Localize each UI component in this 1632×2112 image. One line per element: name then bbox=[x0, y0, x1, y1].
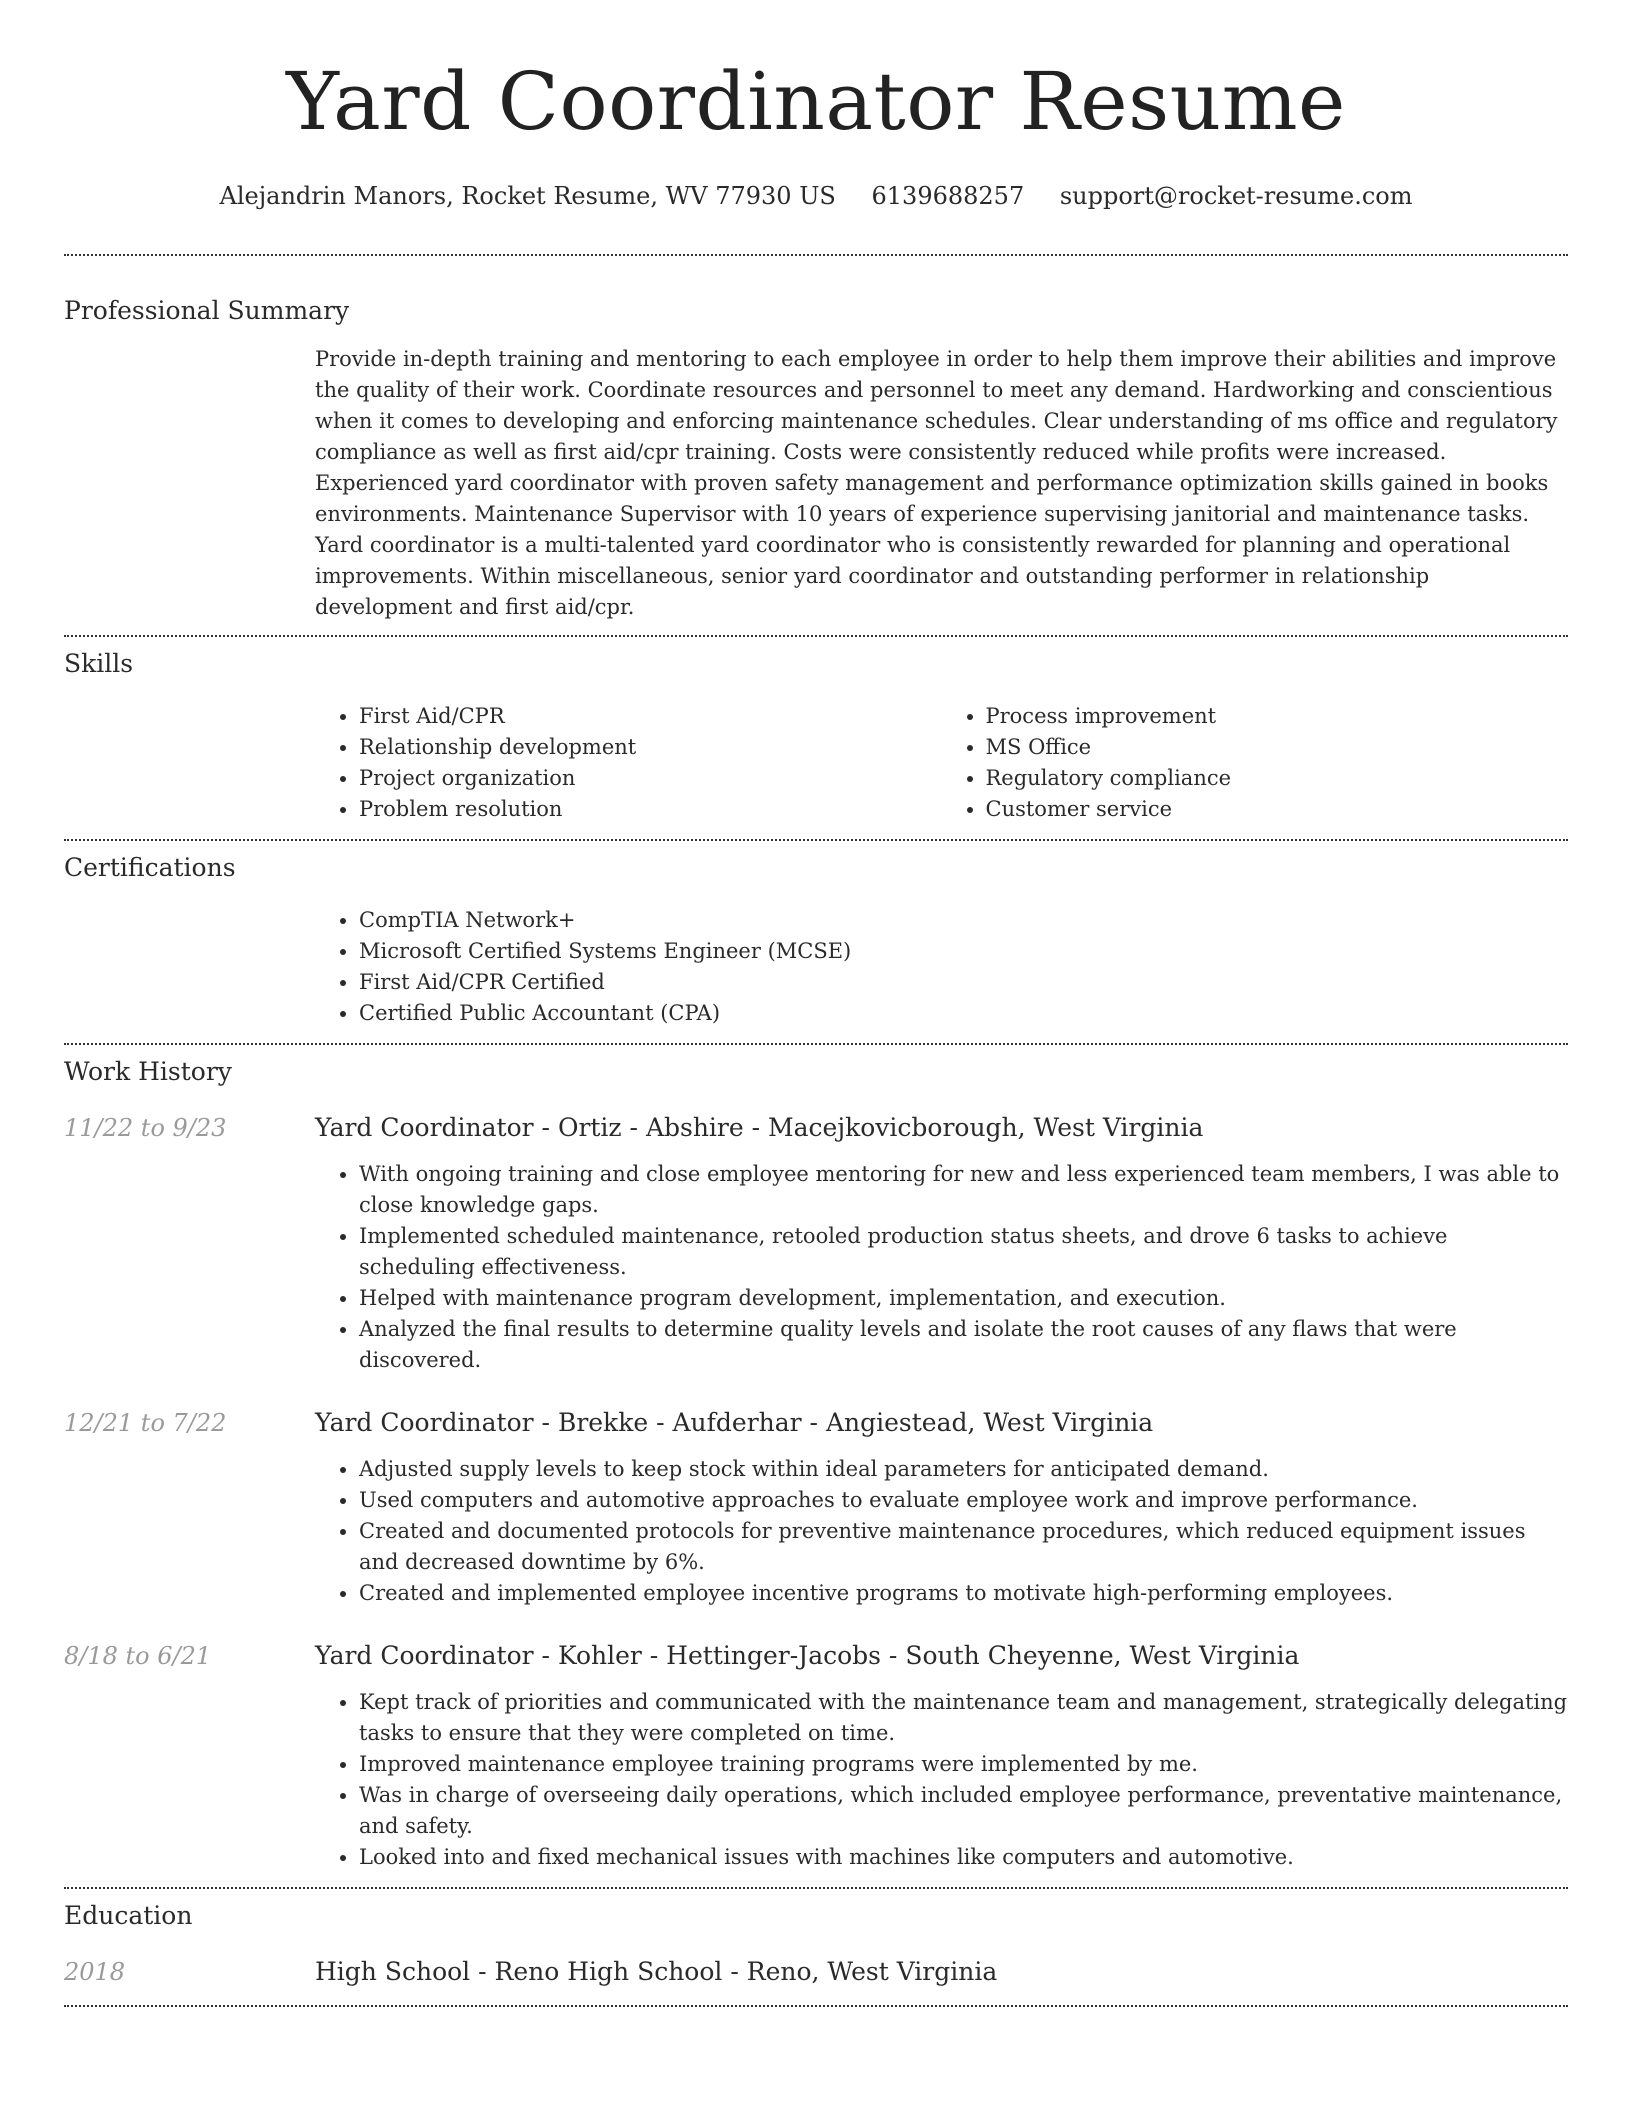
job-title: Yard Coordinator - Brekke - Aufderhar - Angiestead, West Virginia bbox=[315, 1408, 1154, 1437]
job-header bbox=[64, 1111, 1568, 1145]
skill-item: • MS Office bbox=[986, 732, 1569, 763]
job-bullet: • Looked into and fixed mechanical issues with machines like computers and automotive. bbox=[359, 1842, 1568, 1873]
education-date: 2018 bbox=[64, 1958, 126, 1986]
job-bullet: • Created and documented protocols for preventive maintenance procedures, which reduced equipment issues and decreased downtime by 6%. bbox=[359, 1516, 1568, 1578]
work-history-section bbox=[64, 1045, 1568, 1873]
education-heading: Education bbox=[64, 1901, 193, 1930]
divider bbox=[64, 2005, 1568, 2007]
skill-item: • Process improvement bbox=[986, 701, 1569, 732]
job-bullet: • Implemented scheduled maintenance, retooled production status sheets, and drove 6 tasks to achieve scheduling effectiveness. bbox=[359, 1221, 1568, 1283]
job-entry bbox=[64, 1111, 1568, 1376]
skill-item: • Project organization bbox=[359, 763, 942, 794]
contact-phone: 6139688257 bbox=[871, 182, 1025, 210]
skill-item: • First Aid/CPR bbox=[359, 701, 942, 732]
skills-list bbox=[315, 701, 1568, 825]
job-bullet: • Improved maintenance employee training programs were implemented by me. bbox=[359, 1749, 1568, 1780]
skill-item: • Problem resolution bbox=[359, 794, 942, 825]
job-bullet: • Created and implemented employee incentive programs to motivate high-performing employees. bbox=[359, 1578, 1568, 1609]
contact-address: Alejandrin Manors, Rocket Resume, WV 77930 US bbox=[219, 182, 836, 210]
skills-section bbox=[64, 637, 1568, 825]
job-date: 11/22 to 9/23 bbox=[64, 1114, 227, 1142]
job-bullet: • With ongoing training and close employee mentoring for new and less experienced team members, I was able to close knowledge gaps. bbox=[359, 1159, 1568, 1221]
certifications-list bbox=[315, 905, 1568, 1029]
certifications-section bbox=[64, 841, 1568, 1029]
skill-item: • Relationship development bbox=[359, 732, 942, 763]
job-bullet: • Used computers and automotive approaches to evaluate employee work and improve performance. bbox=[359, 1485, 1568, 1516]
job-bullet: • Kept track of priorities and communicated with the maintenance team and management, strategically delegating tasks to ensure that they were completed on time. bbox=[359, 1687, 1568, 1749]
certification-item: • Certified Public Accountant (CPA) bbox=[359, 998, 1568, 1029]
summary-text: Provide in-depth training and mentoring to each employee in order to help them improve their abilities and improve the quality of their work. Coordinate resources and personnel to meet any demand. Hardworking and conscientious when it comes to developing and enforcing maintenance schedules. Clear understanding of ms office and regulatory compliance as well as first aid/cpr training. Costs were consistently reduced while profits were increased. Experienced yard coordinator with proven safety management and performance optimization skills gained in books environments. Maintenance Supervisor with 10 years of experience supervising janitorial and maintenance tasks. Yard coordinator is a multi-talented yard coordinator who is consistently rewarded for planning and operational improvements. Within miscellaneous, senior yard coordinator and outstanding performer in relationship development and first aid/cpr. bbox=[315, 347, 1558, 619]
summary-heading: Professional Summary bbox=[64, 296, 350, 325]
job-entry bbox=[64, 1406, 1568, 1609]
skill-item: • Customer service bbox=[986, 794, 1569, 825]
certification-item: • CompTIA Network+ bbox=[359, 905, 1568, 936]
certification-item: • First Aid/CPR Certified bbox=[359, 967, 1568, 998]
job-bullet: • Was in charge of overseeing daily operations, which included employee performance, preventative maintenance, and safety. bbox=[359, 1780, 1568, 1842]
job-header bbox=[64, 1639, 1568, 1673]
resume-page bbox=[64, 0, 1568, 2007]
contact-line bbox=[64, 180, 1568, 212]
job-bullet: • Helped with maintenance program development, implementation, and execution. bbox=[359, 1283, 1568, 1314]
job-date: 12/21 to 7/22 bbox=[64, 1409, 227, 1437]
job-bullet: • Analyzed the final results to determine quality levels and isolate the root causes of any flaws that were discovered. bbox=[359, 1314, 1568, 1376]
job-header bbox=[64, 1406, 1568, 1440]
skills-column-2 bbox=[942, 701, 1569, 825]
contact-email: support@rocket-resume.com bbox=[1059, 182, 1413, 210]
education-entry bbox=[64, 1955, 1568, 1989]
work-history-heading: Work History bbox=[64, 1057, 232, 1086]
education-title: High School - Reno High School - Reno, West Virginia bbox=[315, 1957, 998, 1986]
skills-heading: Skills bbox=[64, 649, 134, 678]
job-bullet: • Adjusted supply levels to keep stock within ideal parameters for anticipated demand. bbox=[359, 1454, 1568, 1485]
certifications-heading: Certifications bbox=[64, 853, 236, 882]
resume-title: Yard Coordinator Resume bbox=[286, 55, 1346, 148]
job-bullets bbox=[315, 1159, 1568, 1376]
job-bullets bbox=[315, 1454, 1568, 1609]
skill-item: • Regulatory compliance bbox=[986, 763, 1569, 794]
skills-column-1 bbox=[315, 701, 942, 825]
job-title: Yard Coordinator - Ortiz - Abshire - Macejkovicborough, West Virginia bbox=[315, 1113, 1204, 1142]
job-entry bbox=[64, 1639, 1568, 1873]
job-date: 8/18 to 6/21 bbox=[64, 1642, 212, 1670]
job-title: Yard Coordinator - Kohler - Hettinger-Jacobs - South Cheyenne, West Virginia bbox=[315, 1641, 1300, 1670]
certification-item: • Microsoft Certified Systems Engineer (MCSE) bbox=[359, 936, 1568, 967]
summary-section bbox=[64, 256, 1568, 623]
job-bullets bbox=[315, 1687, 1568, 1873]
education-section bbox=[64, 1889, 1568, 1989]
